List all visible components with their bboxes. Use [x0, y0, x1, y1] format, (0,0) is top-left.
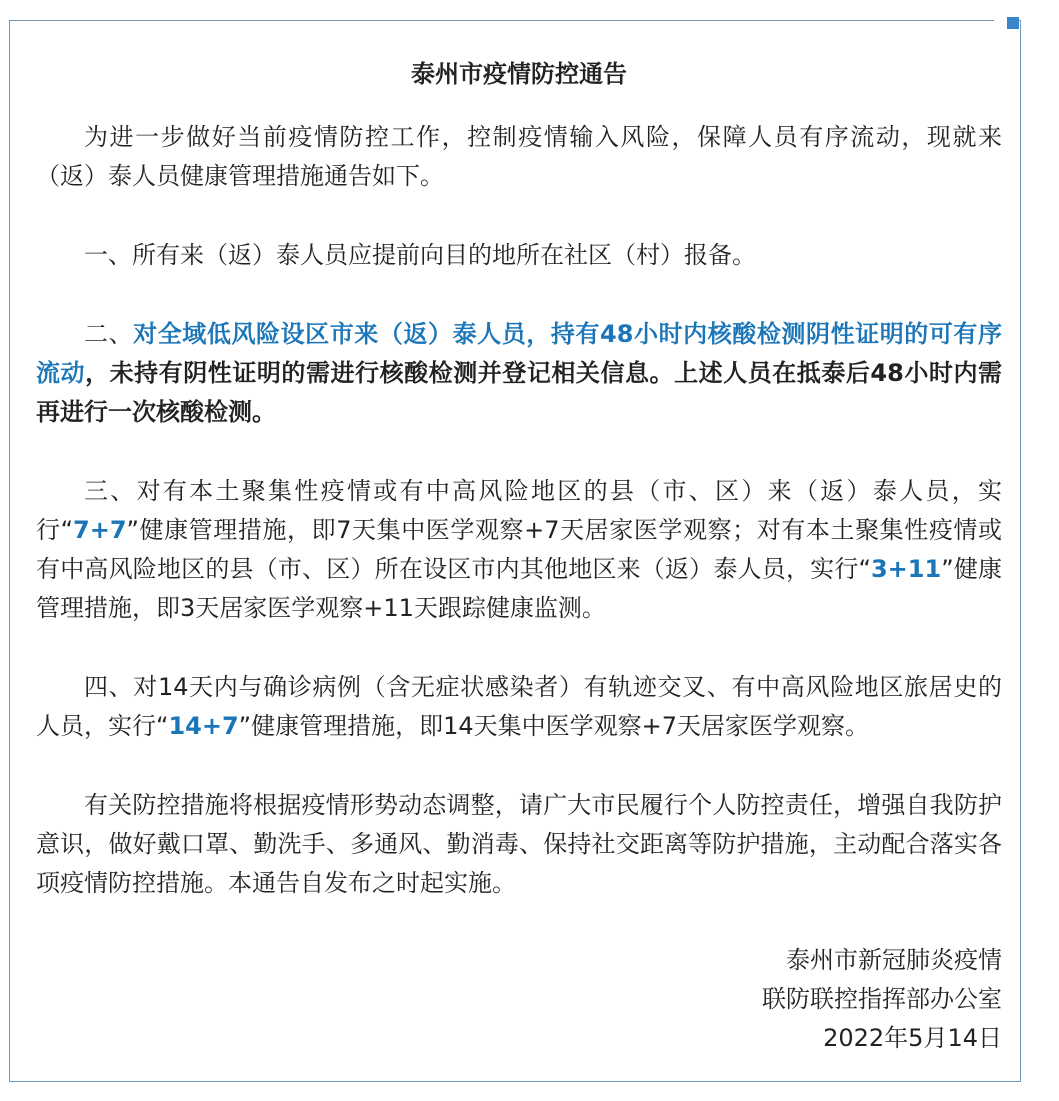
item-3-highlight-2: 3+11	[870, 555, 942, 583]
item-4-part1: 四、对14天内与确诊病例（含无症状感染者）有轨迹交叉、有中高风险地区旅居史的人员，实行“	[36, 673, 1002, 740]
signature-date: 2022年5月14日	[823, 1024, 1002, 1052]
item-4-highlight: 14+7	[168, 712, 239, 740]
closing-paragraph: 有关防控措施将根据疫情形势动态调整，请广大市民履行个人防控责任，增强自我防护意识，做好戴口罩、勤洗手、多通风、勤消毒、保持社交距离等防护措施，主动配合落实各项疫情防控措施。本通告自发布之时起实施。	[36, 791, 1002, 897]
item-2-highlight: 对全域低风险设区市来（返）泰人员，持有48小时内核酸检测阴性证明的可有序流动	[36, 320, 1003, 387]
notice-title: 泰州市疫情防控通告	[411, 60, 627, 88]
item-3	[36, 472, 1002, 628]
signature-line-1: 泰州市新冠肺炎疫情	[786, 946, 1002, 974]
notice-content	[36, 55, 1002, 1058]
item-2-prefix: 二、	[84, 320, 134, 348]
intro-paragraph: 为进一步做好当前疫情防控工作，控制疫情输入风险，保障人员有序流动，现就来（返）泰人员健康管理措施通告如下。	[36, 123, 1002, 190]
item-4	[36, 668, 1002, 746]
item-3-part3: ”健康管理措施，即3天居家医学观察+11天跟踪健康监测。	[36, 555, 1003, 622]
item-4-part2: ”健康管理措施，即14天集中医学观察+7天居家医学观察。	[238, 712, 870, 740]
item-3-highlight-1: 7+7	[73, 516, 127, 544]
item-3-part2: ”健康管理措施，即7天集中医学观察+7天居家医学观察；对有本土聚集性疫情或有中高风险地区的县（市、区）所在设区市内其他地区来（返）泰人员，实行“	[36, 516, 1002, 583]
signature-line-2: 联防联控指挥部办公室	[762, 985, 1002, 1013]
corner-marker	[1007, 17, 1019, 29]
item-2	[36, 315, 1002, 432]
item-1: 一、所有来（返）泰人员应提前向目的地所在社区（村）报备。	[84, 241, 756, 269]
signature-block	[36, 941, 1002, 1058]
item-2-rest: ，未持有阴性证明的需进行核酸检测并登记相关信息。上述人员在抵泰后48小时内需再进行一次核酸检测。	[36, 359, 1002, 426]
item-3-part1: 三、对有本土聚集性疫情或有中高风险地区的县（市、区）来（返）泰人员，实行“	[36, 477, 1002, 544]
